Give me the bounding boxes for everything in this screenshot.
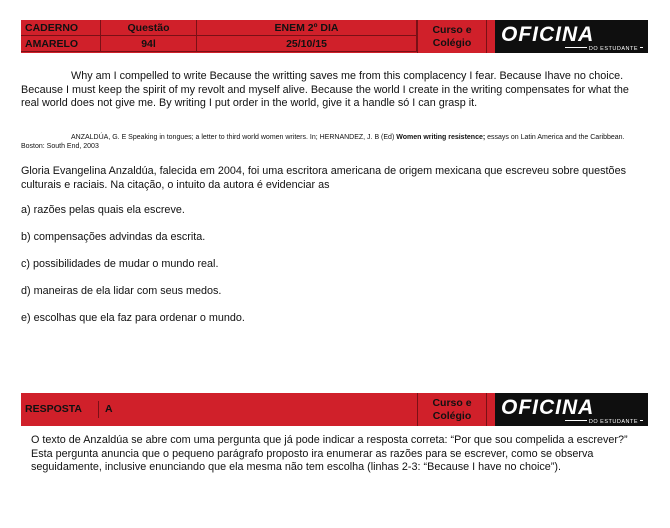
logo-subtext-bottom: DO ESTUDANTE (588, 419, 638, 425)
answer-value: A (105, 403, 113, 415)
citation-end: essays on Latin America and the Caribbean. Boston: South End, 2003 (21, 134, 625, 150)
questao-value: 94l (101, 36, 197, 52)
oficina-logo (495, 20, 648, 53)
curso-line-2: Colégio (432, 37, 472, 49)
question-quote: Why am I compelled to write Because the writting saves me from this complacency I fear. Because Ihave no choice. Because I must keep the spirit of my revolt and myself alive. Because the world I create in the writing compensates for what the real world does not give me. By writing I put order in the world, give it a handle só I can grasp it. (21, 70, 629, 109)
answer-label: RESPOSTA (21, 401, 99, 418)
question-citation (21, 133, 648, 151)
curso-colegio-label-bottom (417, 393, 487, 426)
question-intro: Gloria Evangelina Anzaldúa, falecida em 2004, foi uma escritora americana de origem mexicana que escreveu sobre questões culturais e raciais. Na citação, o intuito da autora é evidenciar as (21, 165, 626, 191)
logo-subtext: DO ESTUDANTE (588, 46, 638, 52)
logo-text-bottom: OFICINA (501, 396, 595, 419)
option-b: b) compensações advindas da escrita. (21, 231, 206, 243)
option-d: d) maneiras de ela lidar com seus medos. (21, 285, 222, 297)
questao-label: Questão (101, 20, 197, 36)
curso-line-2-bottom: Colégio (432, 410, 472, 422)
option-c: c) possibilidades de mudar o mundo real. (21, 258, 219, 270)
caderno-value: AMARELO (21, 36, 101, 52)
exam-date: 25/10/15 (197, 36, 417, 52)
answer-band (21, 393, 648, 426)
citation-bold: Women writing resistence; (396, 134, 486, 141)
oficina-logo-bottom (495, 393, 648, 426)
curso-colegio-label (417, 20, 487, 53)
answer-explanation: O texto de Anzaldúa se abre com uma pergunta que já pode indicar a resposta correta: “Por que sou compelida a escrever?” Esta pergunta anuncia que o pequeno parágrafo proposto ira enumerar as razões para se escrever, como se observa seguidamente, inclusive enunciando que ela mesma não tem escolha (linhas 2-3: “Because I have no choice”). (31, 434, 628, 473)
dia-label: ENEM 2º DIA (197, 20, 417, 36)
logo-text: OFICINA (501, 23, 595, 46)
curso-line-1-bottom: Curso e (432, 397, 472, 409)
citation-start: ANZALDÚA, G. E Speaking in tongues; a letter to third world women writers. In; HERNANDEZ, J. B (Ed) (71, 134, 397, 141)
header-band (21, 20, 648, 53)
curso-line-1: Curso e (432, 24, 472, 36)
option-e: e) escolhas que ela faz para ordenar o mundo. (21, 312, 245, 324)
option-a: a) razões pelas quais ela escreve. (21, 204, 185, 216)
caderno-label: CADERNO (21, 20, 101, 36)
